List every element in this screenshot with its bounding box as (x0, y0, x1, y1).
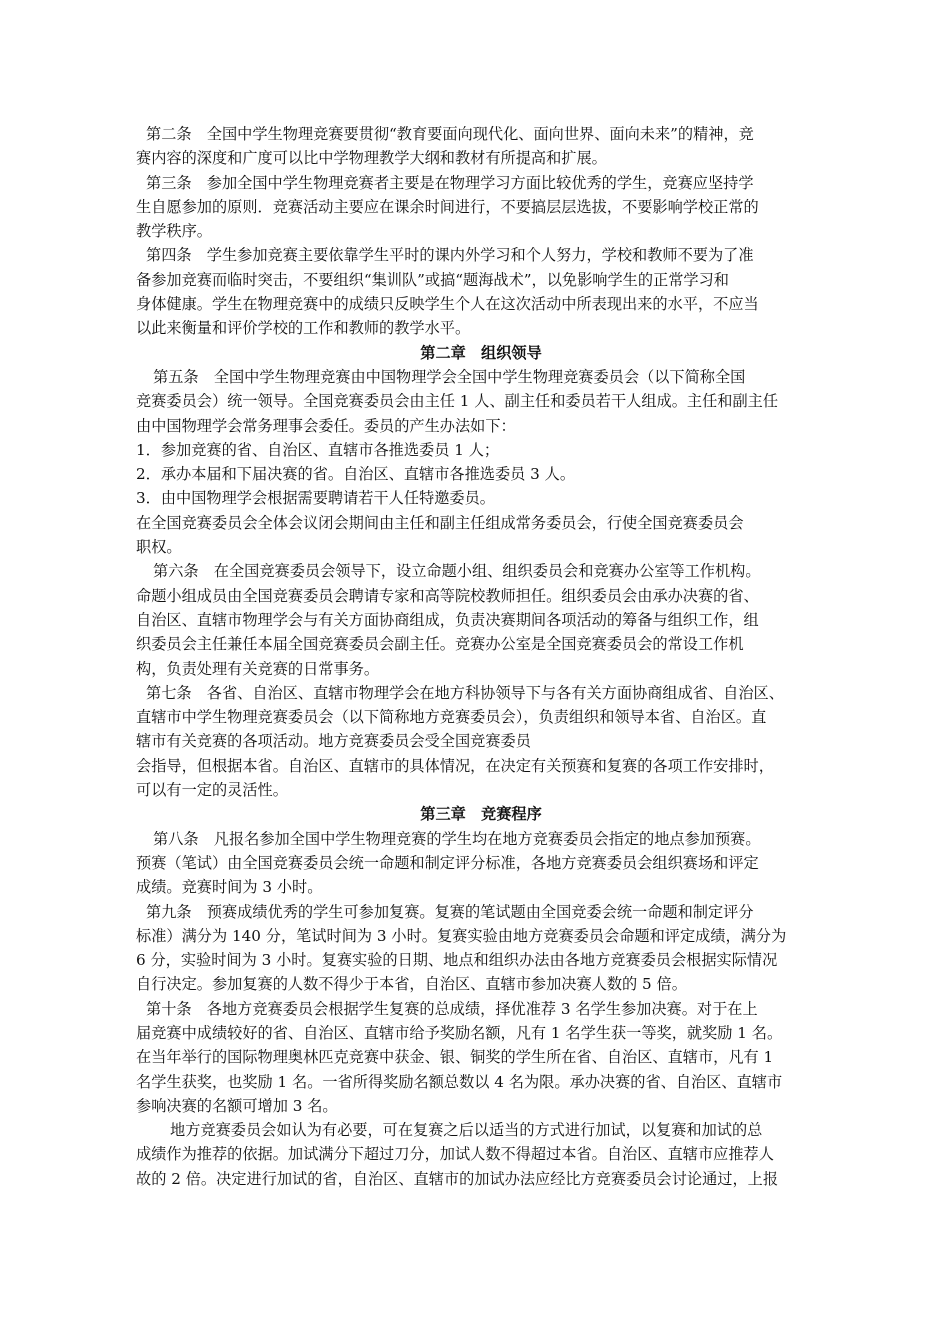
text-line: 备参加竞赛而临时突击，不要组织“集训队”或搞“题海战术”，以免影响学生的正常学习和 (136, 270, 729, 289)
text-line: 命题小组成员由全国竞赛委员会聘请专家和高等院校教师担任。组织委员会由承办决赛的省、 (136, 586, 759, 605)
text-line: 地方竞赛委员会如认为有必要，可在复赛之后以适当的方式进行加试，以复赛和加试的总 (170, 1121, 763, 1140)
document-body (136, 122, 826, 1191)
text-line: 6 分，实验时间为 3 小时。复赛实验的日期、地点和组织办法由各地方竞赛委员会根据实际情况 (136, 951, 778, 970)
text-line: 在当年举行的国际物理奥林匹克竞赛中获金、银、铜奖的学生所在省、自治区、直辖市，凡有 1 (136, 1048, 774, 1067)
text-line: 名学生获奖，也奖励 1 名。一省所得奖励名额总数以 4 名为限。承办决赛的省、自治区、直辖市 (136, 1072, 783, 1091)
text-line: 第九条 预赛成绩优秀的学生可参加复赛。复赛的笔试题由全国竞委会统一命题和制定评分 (146, 902, 754, 921)
text-line: 直辖市中学生物理竞赛委员会（以下简称地方竞赛委员会），负责组织和领导本省、自治区。直 (136, 708, 767, 727)
text-line: 标准）满分为 140 分，笔试时间为 3 小时。复赛实验由地方竞赛委员会命题和评定成绩，满分为 (136, 926, 787, 945)
text-line: 届竞赛中成绩较好的省、自治区、直辖市给予奖励名额，凡有 1 名学生获一等奖，就奖励 1 名。 (136, 1023, 783, 1042)
text-line: 成绩。竞赛时间为 3 小时。 (136, 878, 323, 897)
text-line: 会指导，但根据本省。自治区、直辖市的具体情况，在决定有关预赛和复赛的各项工作安排时， (136, 756, 774, 775)
text-line: 织委员会主任兼任本届全国竞赛委员会副主任。竞赛办公室是全国竞赛委员会的常设工作机 (136, 635, 744, 654)
text-line: 生自愿参加的原则．竞赛活动主要应在课余时间进行，不要搞层层选拔，不要影响学校正常的 (136, 197, 759, 216)
text-line: 参响决赛的名额可增加 3 名。 (136, 1096, 338, 1115)
text-line: 1．参加竞赛的省、自治区、直辖市各推选委员 1 人； (136, 440, 500, 459)
text-line: 辖市有关竞赛的各项活动。地方竞赛委员会受全国竞赛委员 (136, 732, 531, 751)
text-line: 第八条 凡报名参加全国中学生物理竞赛的学生均在地方竞赛委员会指定的地点参加预赛。 (153, 829, 761, 848)
text-line: 故的 2 倍。决定进行加试的省，自治区、直辖市的加试办法应经比方竞赛委员会讨论通过，上报 (136, 1169, 779, 1188)
text-line: 以此来衡量和评价学校的工作和教师的教学水平。 (136, 319, 471, 338)
text-line: 竞赛委员会）统一领导。全国竞赛委员会由主任 1 人、副主任和委员若干人组成。主任和副主任 (136, 392, 779, 411)
text-line: 3．由中国物理学会根据需要聘请若干人任特邀委员。 (136, 489, 495, 508)
text-line: 可以有一定的灵活性。 (136, 781, 288, 800)
text-line: 自治区、直辖市物理学会与有关方面协商组成，负责决赛期间各项活动的筹备与组织工作，组 (136, 610, 759, 629)
text-line: 成绩作为推荐的依据。加试满分下超过刀分，加试人数不得超过本省。自治区、直辖市应推荐人 (136, 1145, 774, 1164)
text-line: 由中国物理学会常务理事会委任。委员的产生办法如下： (136, 416, 516, 435)
text-line: 第三条 参加全国中学生物理竞赛者主要是在物理学习方面比较优秀的学生，竞赛应坚持学 (146, 173, 754, 192)
text-line: 第六条 在全国竞赛委员会领导下，设立命题小组、组织委员会和竞赛办公室等工作机构。 (153, 562, 761, 581)
text-line: 第十条 各地方竞赛委员会根据学生复赛的总成绩，择优准荐 3 名学生参加决赛。对于在上 (146, 999, 758, 1018)
text-line: 构，负责处理有关竞赛的日常事务。 (136, 659, 379, 678)
text-line: 第五条 全国中学生物理竞赛由中国物理学会全国中学生物理竞赛委员会（以下简称全国 (153, 367, 746, 386)
text-line: 2．承办本届和下届决赛的省。自治区、直辖市各推选委员 3 人。 (136, 465, 576, 484)
chapter-heading: 第二章 组织领导 (420, 343, 542, 362)
text-line: 赛内容的深度和广度可以比中学物理教学大纲和教材有所提高和扩展。 (136, 149, 607, 168)
chapter-heading: 第三章 竞赛程序 (420, 805, 542, 824)
text-line: 第七条 各省、自治区、直辖市物理学会在地方科协领导下与各有关方面协商组成省、自治区、 (146, 683, 784, 702)
text-line: 自行决定。参加复赛的人数不得少于本省，自治区、直辖市参加决赛人数的 5 倍。 (136, 975, 687, 994)
text-line: 职权。 (136, 538, 182, 557)
text-line: 身体健康。学生在物理竞赛中的成绩只反映学生个人在这次活动中所表现出来的水平，不应当 (136, 295, 759, 314)
text-line: 在全国竞赛委员会全体会议闭会期间由主任和副主任组成常务委员会，行使全国竞赛委员会 (136, 513, 744, 532)
text-line: 第四条 学生参加竞赛主要依靠学生平时的课内外学习和个人努力，学校和教师不要为了准 (146, 246, 754, 265)
text-line: 第二条 全国中学生物理竞赛要贯彻“教育要面向现代化、面向世界、面向未来”的精神，竞 (146, 125, 754, 143)
text-line: 教学秩序。 (136, 222, 212, 241)
text-line: 预赛（笔试）由全国竞赛委员会统一命题和制定评分标准，各地方竞赛委员会组织赛场和评定 (136, 853, 759, 872)
